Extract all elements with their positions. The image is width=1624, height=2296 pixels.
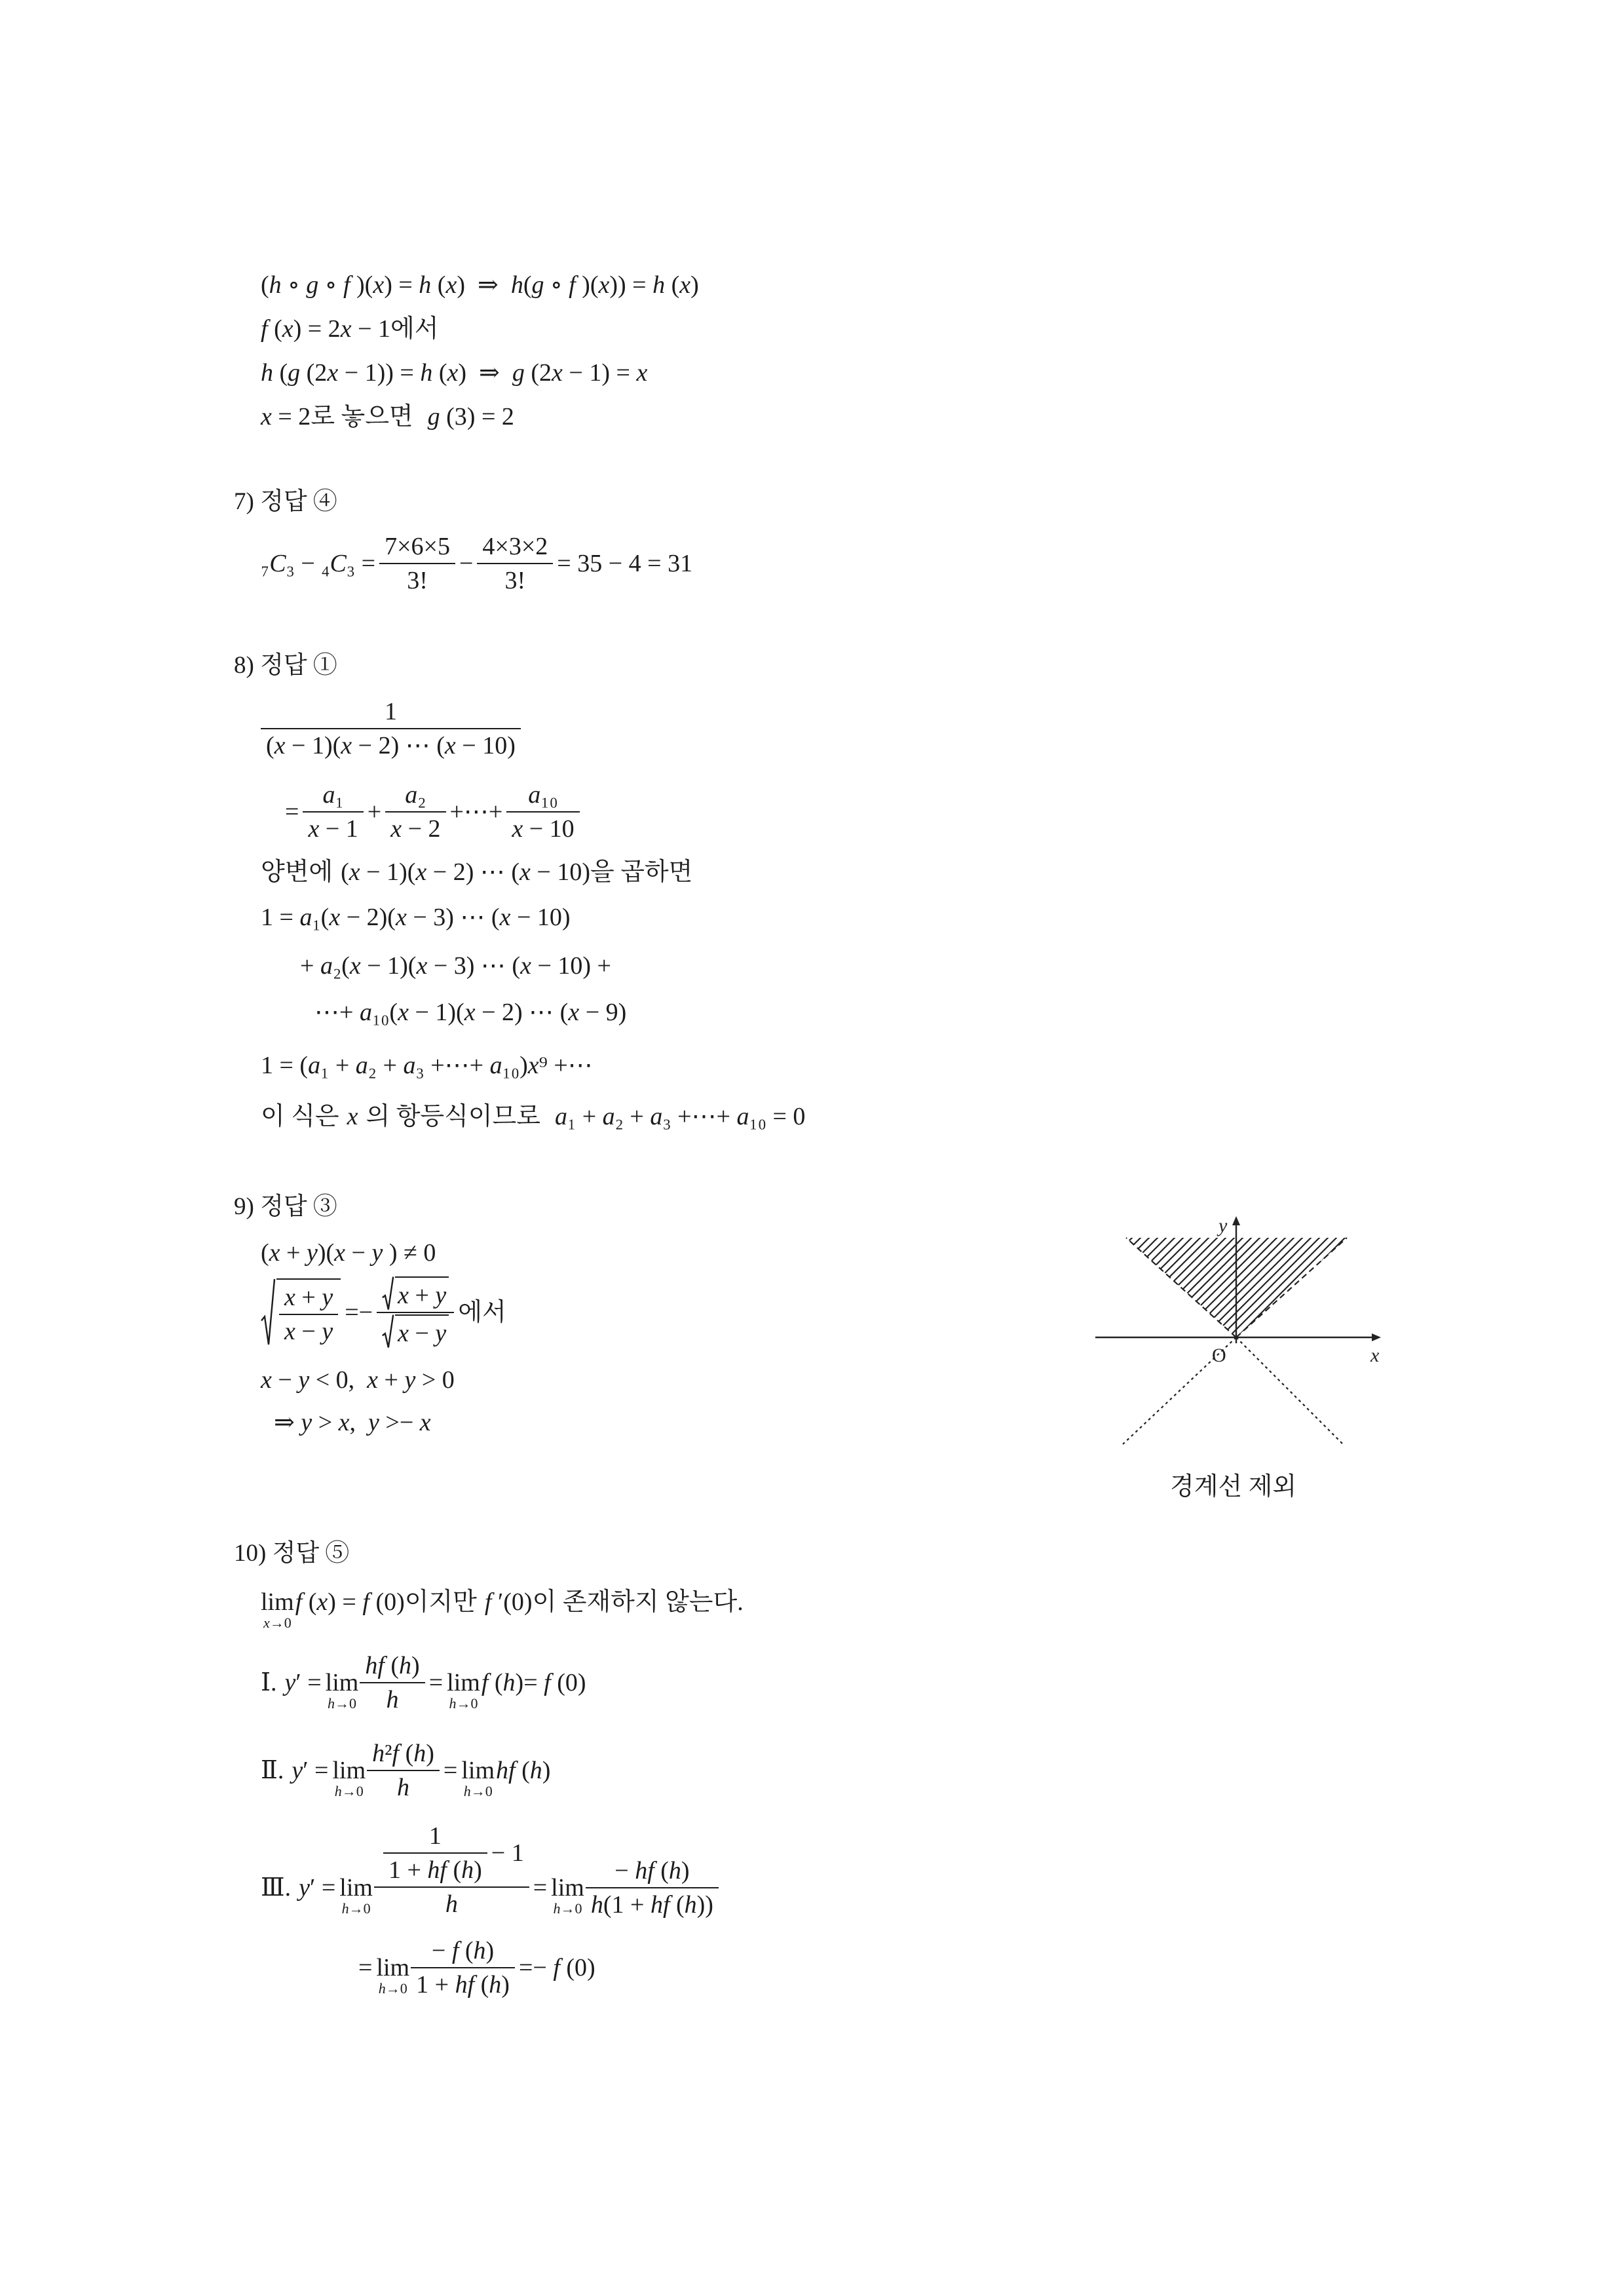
denominator-text: 3!: [504, 567, 526, 594]
fraction-numerator: [261, 697, 521, 729]
q9-answer-label: [234, 1192, 337, 1222]
denominator-text: 1 + hf (h): [388, 1856, 482, 1884]
q7-answer-label: [234, 487, 337, 517]
answer-label-text: 10) 정답 ⑤: [234, 1540, 350, 1567]
korean-text: 양변에: [261, 858, 333, 886]
expansion-term: ⋯+ a₁₀(x − 1)(x − 2) ⋯ (x − 9): [314, 999, 627, 1026]
q10-answer-label: [234, 1539, 349, 1569]
fraction-numerator: [367, 1738, 440, 1771]
denominator-text: (x − 1)(x − 2) ⋯ (x − 10): [266, 732, 516, 759]
fraction-denominator: [506, 813, 579, 844]
limit-subscript: x→0: [263, 1615, 292, 1631]
q8-product-fraction: [261, 697, 525, 761]
numerator-text: x + y: [284, 1284, 333, 1311]
equals-sign: =: [443, 1757, 458, 1784]
fraction: [261, 697, 521, 761]
numerator-text: a₂: [405, 781, 426, 809]
korean-text: 에서: [458, 1299, 506, 1326]
q8-expansion-line-1: [261, 902, 571, 932]
caption-text: 경계선 제외: [1170, 1473, 1297, 1501]
lim-word: lim: [551, 1874, 584, 1902]
fraction-numerator: [411, 1936, 515, 1968]
limit-subscript: h→0: [378, 1980, 407, 1997]
q6-line-1: [261, 270, 699, 300]
korean-text: 에서: [390, 315, 439, 343]
fraction-of-radicals: [377, 1276, 454, 1349]
fraction: [279, 1282, 338, 1347]
region-graph: [1087, 1206, 1395, 1461]
roman-numeral: Ⅲ.: [261, 1874, 292, 1902]
continuity-equation: f (x) = f (0): [295, 1588, 405, 1616]
boundary-line-lower-right: [1236, 1337, 1343, 1444]
limit-operator: [447, 1654, 480, 1712]
korean-text: 이지만: [404, 1588, 477, 1616]
limit-operator: [332, 1742, 366, 1799]
denominator-text: x − 2: [390, 815, 441, 843]
product-expression: (x − 1)(x − 2) ⋯ (x − 10): [341, 858, 590, 886]
numerator-text: 1: [428, 1822, 442, 1850]
numerator-text: x + y: [398, 1282, 447, 1309]
radicand: [395, 1314, 449, 1349]
numerator-text: 4×3×2: [482, 533, 548, 560]
fraction-denominator: [586, 1888, 719, 1920]
limit-subscript: h→0: [327, 1695, 356, 1712]
q8-expansion-line-3: [314, 997, 626, 1027]
limit-result: hf (h): [496, 1757, 551, 1784]
fraction-numerator: [477, 531, 553, 564]
g-result: g (3) = 2: [427, 403, 514, 430]
denominator-text: h(1 + hf (h)): [590, 1891, 713, 1919]
numerator-text: h²f (h): [372, 1740, 434, 1767]
combination-lhs: ₇C₃ − ₄C₃ =: [261, 550, 376, 577]
radical-sign: [382, 1276, 394, 1311]
equals-sign: =: [533, 1874, 548, 1902]
fraction-numerator: [303, 780, 363, 813]
region-result: ⇒ y > x, y >− x: [274, 1409, 431, 1436]
fraction-denominator: [377, 1313, 454, 1349]
radical-sign: [261, 1278, 275, 1347]
derivative-lhs: y′ =: [284, 1669, 322, 1696]
radical: [382, 1276, 449, 1311]
composition-equation: (h ∘ g ∘ f )(x) = h (x) ⇒ h(g ∘ f )(x)) = h (x): [261, 271, 699, 299]
fraction-numerator: [385, 780, 445, 813]
numerator-text: hf (h): [365, 1652, 420, 1679]
limit-operator: [326, 1654, 359, 1712]
numerator-text: 7×6×5: [385, 533, 450, 560]
radical-of-fraction: [261, 1278, 341, 1347]
radicand: [395, 1276, 449, 1311]
fraction: [379, 531, 455, 596]
fraction: [367, 1738, 440, 1803]
lim-word: lim: [332, 1757, 366, 1784]
minus-operator: −: [459, 550, 474, 577]
fraction: [360, 1651, 425, 1715]
fraction-numerator: [586, 1856, 719, 1888]
equals-minus: =−: [345, 1299, 373, 1326]
inner-fraction: [383, 1821, 487, 1885]
limit-result: f (h)= f (0): [481, 1669, 586, 1696]
korean-text: 이 식은: [261, 1103, 339, 1130]
denominator-text: x − y: [284, 1318, 333, 1345]
roman-numeral: Ⅱ.: [261, 1757, 284, 1784]
fraction-denominator: [411, 1968, 515, 2000]
numerator-text: − hf (h): [614, 1857, 690, 1885]
variable: x: [347, 1103, 358, 1130]
denominator-text: 1 + hf (h): [416, 1971, 510, 1999]
limit-subscript: h→0: [463, 1783, 493, 1799]
expansion-term: + a₂(x − 1)(x − 3) ⋯ (x − 10) +: [300, 952, 611, 980]
limit-operator: [461, 1742, 495, 1799]
numerator-text: 1: [384, 698, 397, 725]
limit-subscript: h→0: [334, 1783, 364, 1799]
korean-text: 의 항등식이므로: [366, 1103, 540, 1130]
q8-answer-label: [234, 651, 337, 681]
fraction-numerator: [374, 1821, 529, 1888]
fraction-denominator: [360, 1683, 425, 1715]
combination-result: = 35 − 4 = 31: [557, 550, 693, 577]
answer-label-text: 8) 정답 ①: [234, 652, 337, 679]
derivative-lhs: y′ =: [292, 1757, 329, 1784]
denominator-text: 3!: [407, 567, 428, 594]
q9-condition-line: [261, 1238, 436, 1268]
lim-word: lim: [261, 1588, 294, 1616]
final-result: =− f (0): [518, 1954, 595, 1981]
q10-case-iii: [261, 1821, 723, 1955]
expansion-term: 1 = a₁(x − 2)(x − 3) ⋯ (x − 10): [261, 904, 571, 931]
roman-numeral: Ⅰ.: [261, 1669, 277, 1696]
fraction-denominator: [261, 729, 521, 761]
numerator-text: a₁₀: [528, 781, 558, 809]
plus-operator: +: [367, 798, 382, 826]
nonzero-condition: (x + y)(x − y ) ≠ 0: [261, 1239, 436, 1267]
korean-text: 을 곱하면: [590, 858, 693, 886]
coefficient-equation: 1 = (a₁ + a₂ + a₃ +⋯+ a₁₀)x⁹ +⋯: [261, 1052, 593, 1079]
q8-multiply-line: [261, 857, 692, 887]
fraction-denominator: [367, 1771, 440, 1803]
lim-word: lim: [461, 1757, 495, 1784]
fraction-denominator: [379, 564, 455, 596]
answer-label-text: 7) 정답 ④: [234, 488, 337, 515]
graph-caption: [1170, 1472, 1296, 1502]
equals-sign: =: [285, 798, 299, 826]
radical-sign: [382, 1314, 394, 1349]
limit-subscript: h→0: [341, 1900, 371, 1917]
f-definition: f (x) = 2x − 1: [261, 315, 390, 343]
fraction-numerator: [279, 1282, 338, 1315]
denominator-text: x − 1: [308, 815, 358, 843]
limit-subscript: h→0: [553, 1900, 582, 1917]
q10-case-i: [261, 1651, 586, 1715]
derivative-at-zero: f ′(0): [484, 1588, 533, 1616]
denominator-text: h: [386, 1686, 399, 1713]
lim-word: lim: [447, 1669, 480, 1696]
equals-sign: =: [428, 1669, 444, 1696]
denominator-text: h: [397, 1774, 410, 1801]
compound-fraction: [374, 1821, 529, 1955]
fraction-denominator: [303, 813, 363, 844]
limit-operator: [339, 1859, 373, 1917]
answer-label-text: 9) 정답 ③: [234, 1193, 337, 1220]
q10-case-iii-continued: [358, 1936, 595, 2000]
denominator-text: h: [445, 1890, 458, 1918]
fraction: [586, 1856, 719, 1920]
fraction: [303, 780, 363, 844]
q9-inequality-line: [261, 1365, 455, 1395]
fraction-numerator: [360, 1651, 425, 1683]
fraction-denominator: [383, 1854, 487, 1885]
y-axis-arrow: [1232, 1216, 1240, 1225]
radicand: [276, 1278, 341, 1347]
fraction: [411, 1936, 515, 2000]
origin-label: O: [1212, 1345, 1226, 1366]
fraction: [506, 780, 579, 844]
q6-line-4: [261, 402, 514, 432]
ellipsis-operator: +⋯+: [449, 798, 503, 826]
q9-sqrt-equation: [261, 1276, 506, 1349]
sum-result: a₁ + a₂ + a₃ +⋯+ a₁₀ = 0: [554, 1103, 806, 1130]
q6-line-2: [261, 314, 438, 344]
fraction: [385, 780, 445, 844]
limit-operator: [261, 1573, 294, 1631]
numerator-text: − f (h): [431, 1937, 495, 1964]
y-axis-label: y: [1218, 1215, 1228, 1236]
q8-conclusion-line: [261, 1101, 805, 1132]
limit-operator: [551, 1859, 584, 1917]
denominator-text: x − 10: [512, 815, 575, 843]
fraction-denominator: [385, 813, 445, 844]
q6-line-3: [261, 358, 647, 388]
q8-partial-fraction-sum: [285, 780, 584, 844]
fraction-denominator: [279, 1315, 338, 1347]
fraction-numerator: [377, 1276, 454, 1313]
fraction-numerator: [506, 780, 579, 813]
denominator-text: x − y: [398, 1320, 447, 1347]
q8-coefficient-line: [261, 1050, 593, 1081]
korean-text: 이 존재하지 않는다.: [532, 1588, 744, 1616]
substitution-equation: h (g (2x − 1)) = h (x) ⇒ g (2x − 1) = x: [261, 359, 648, 387]
radical: [382, 1314, 449, 1349]
fraction-denominator: [477, 564, 553, 596]
equals-sign: =: [358, 1954, 373, 1981]
q9-result-line: [274, 1407, 431, 1438]
q8-expansion-line-2: [300, 951, 611, 981]
limit-operator: [376, 1939, 409, 1997]
x-axis-label: x: [1370, 1345, 1380, 1366]
limit-subscript: h→0: [449, 1695, 478, 1712]
numerator-text: a₁: [322, 781, 344, 809]
minus-one: − 1: [491, 1839, 524, 1867]
lim-word: lim: [376, 1954, 410, 1981]
derivative-lhs: y′ =: [299, 1874, 336, 1902]
lim-word: lim: [325, 1669, 359, 1696]
fraction-numerator: [379, 531, 455, 564]
x-axis-arrow: [1372, 1333, 1381, 1341]
q10-statement-line: [261, 1573, 744, 1631]
q7-combination-equation: [261, 531, 692, 596]
q10-case-ii: [261, 1738, 550, 1803]
korean-text: 로 놓으면: [311, 403, 413, 430]
x-value: x = 2: [261, 403, 311, 430]
inequalities: x − y < 0, x + y > 0: [261, 1366, 455, 1394]
fraction: [477, 531, 553, 596]
fraction-numerator: [383, 1821, 487, 1854]
lim-word: lim: [339, 1874, 373, 1902]
